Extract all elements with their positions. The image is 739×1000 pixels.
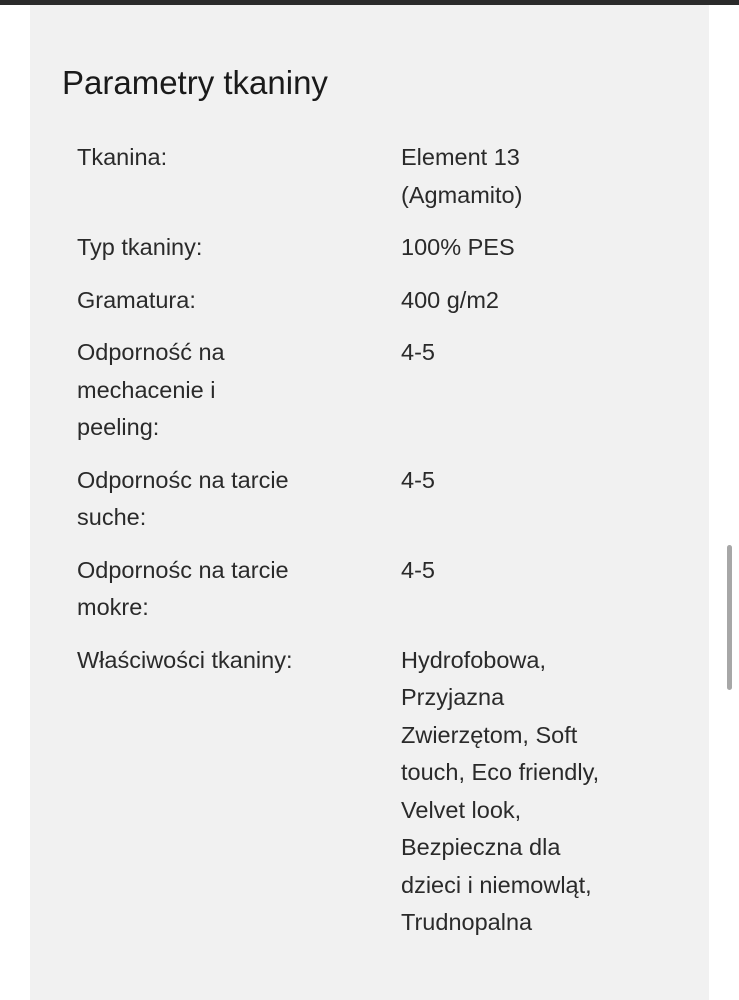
parameter-label: Odporność na mechacenie i peeling: bbox=[77, 339, 225, 440]
parameter-value: 100% PES bbox=[401, 234, 515, 260]
parameter-value: 4-5 bbox=[401, 466, 435, 493]
parameter-value: 4-5 bbox=[401, 339, 435, 365]
parameter-row-dry-rub-resistance bbox=[77, 462, 677, 537]
parameter-label: Odpornośc na tarcie suche: bbox=[77, 466, 289, 530]
parameter-label: Odpornośc na tarcie mokre: bbox=[77, 556, 289, 620]
parameter-label: Typ tkaniny: bbox=[77, 234, 203, 260]
scrollbar-thumb[interactable] bbox=[727, 545, 732, 690]
parameter-row-fabric bbox=[77, 139, 677, 214]
parameter-value: Element 13 (Agmamito) bbox=[401, 144, 523, 208]
parameter-label: Właściwości tkaniny: bbox=[77, 646, 293, 673]
parameter-value: 4-5 bbox=[401, 556, 435, 583]
fabric-parameters-panel bbox=[30, 5, 709, 1000]
parameter-label: Tkanina: bbox=[77, 144, 168, 170]
parameter-row-weight bbox=[77, 282, 677, 320]
parameters-table bbox=[77, 139, 677, 957]
parameter-row-fabric-type bbox=[77, 229, 677, 267]
parameter-row-wet-rub-resistance bbox=[77, 552, 677, 627]
parameter-row-pilling-resistance bbox=[77, 334, 677, 447]
parameter-value: 400 g/m2 bbox=[401, 286, 499, 313]
parameter-label: Gramatura: bbox=[77, 286, 196, 313]
section-title: Parametry tkaniny bbox=[62, 64, 328, 101]
parameter-row-fabric-properties bbox=[77, 642, 677, 942]
parameter-value: Hydrofobowa, Przyjazna Zwierzętom, Soft touch, Eco friendly, Velvet look, Bezpieczna dla dzieci i niemowląt, Trudnopalna bbox=[401, 646, 600, 935]
